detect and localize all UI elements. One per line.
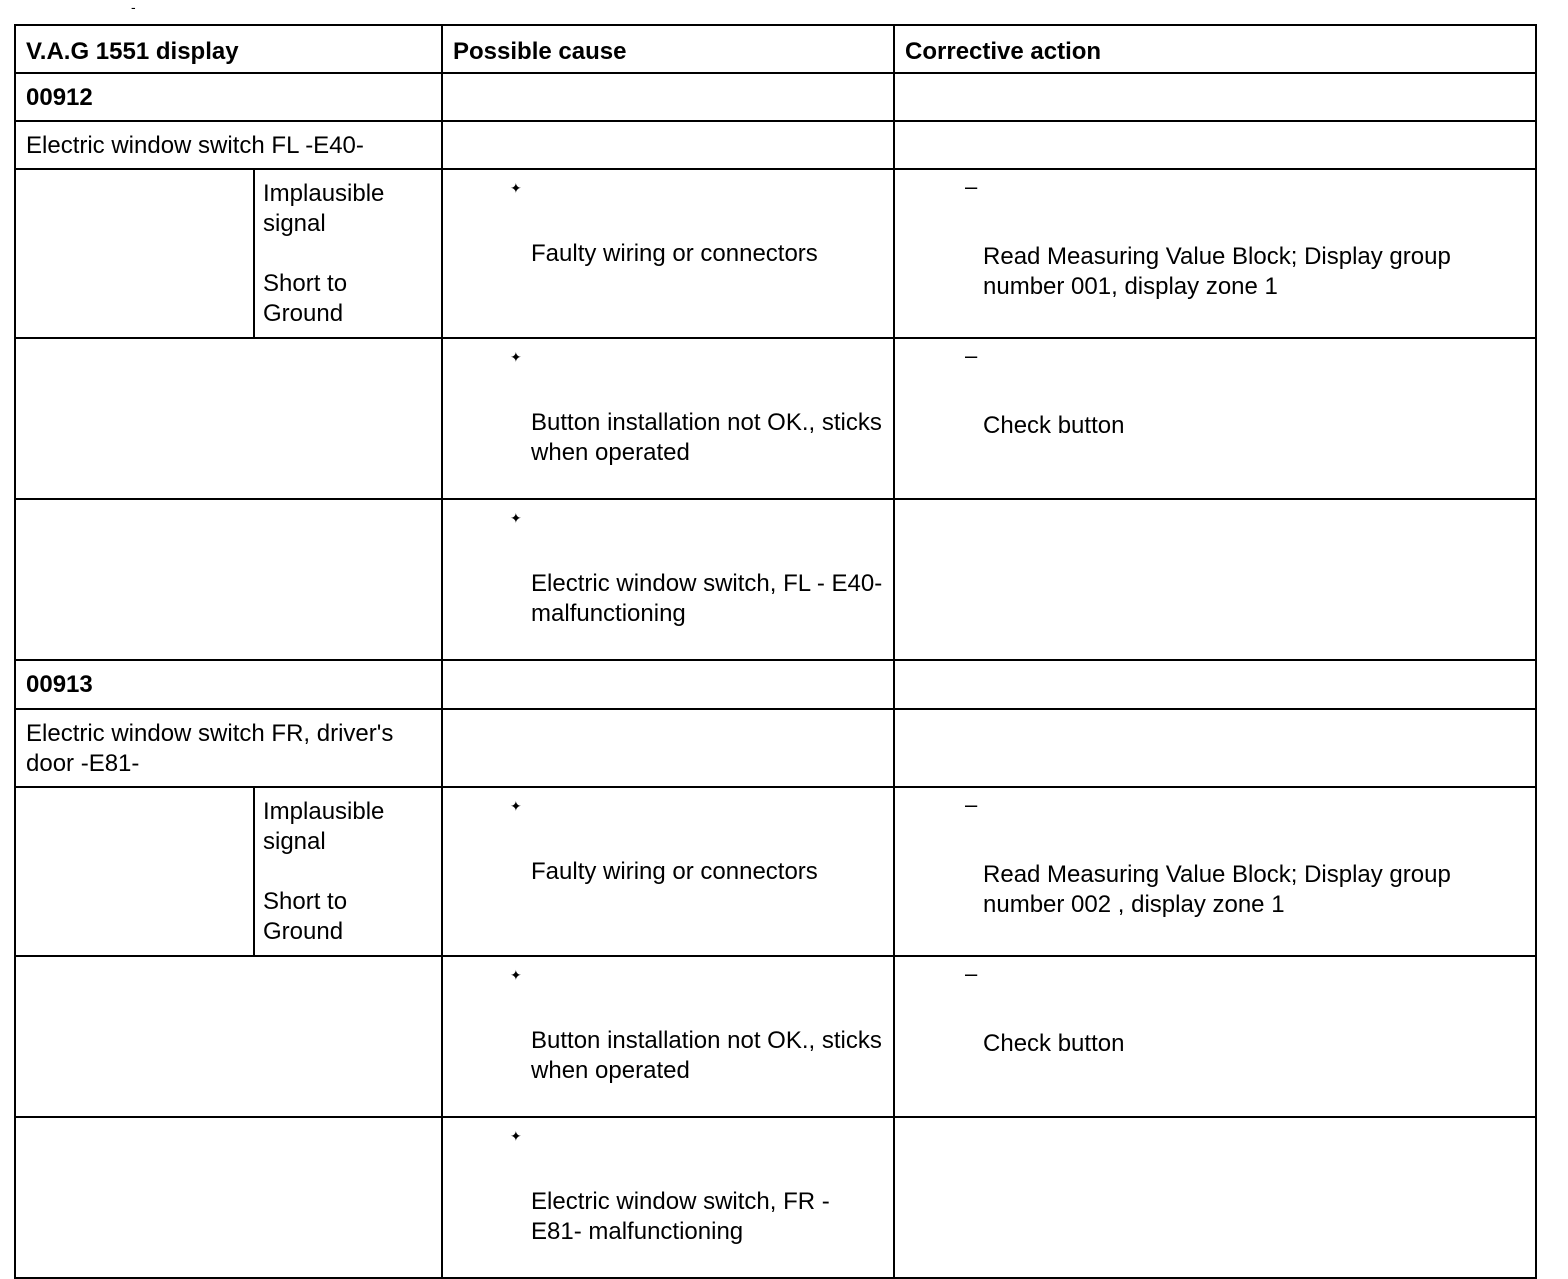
header-display: V.A.G 1551 display <box>15 25 442 73</box>
cause-cell <box>442 499 894 660</box>
dash-icon: – <box>965 343 978 368</box>
fault-code-table <box>14 24 1537 1279</box>
table-row <box>15 956 1536 1117</box>
cause-text: Electric window switch, FL - E40- malfunctioning <box>531 570 883 627</box>
top-dash-mark: - <box>131 0 136 15</box>
action-cell <box>894 169 1536 338</box>
cause-cell <box>442 956 894 1117</box>
bullet-icon: ✦ <box>510 180 522 196</box>
action-text: Check button <box>983 1030 1125 1057</box>
cause-cell <box>442 1117 894 1278</box>
empty-cell <box>442 73 894 121</box>
action-text: Read Measuring Value Block; Display group number 002 , display zone 1 <box>983 861 1451 918</box>
table-row <box>15 1117 1536 1278</box>
fault-code: 00912 <box>15 73 442 121</box>
cause-text: Faulty wiring or connectors <box>531 240 818 267</box>
empty-cell <box>894 73 1536 121</box>
fault-code-row <box>15 660 1536 709</box>
empty-cell <box>894 709 1536 787</box>
cause-cell <box>442 338 894 499</box>
action-cell <box>894 787 1536 956</box>
cause-text: Button installation not OK., sticks when operated <box>531 1027 882 1084</box>
action-cell <box>894 338 1536 499</box>
action-text: Read Measuring Value Block; Display group number 001, display zone 1 <box>983 243 1451 300</box>
empty-cell <box>15 169 254 338</box>
cause-text: Electric window switch, FR - E81- malfunctioning <box>531 1188 830 1245</box>
cause-text: Button installation not OK., sticks when operated <box>531 409 882 466</box>
cause-cell <box>442 787 894 956</box>
bullet-icon: ✦ <box>510 967 522 983</box>
action-text: Check button <box>983 412 1125 439</box>
header-cause: Possible cause <box>442 25 894 73</box>
empty-cell <box>15 787 254 956</box>
action-cell <box>894 956 1536 1117</box>
header-row <box>15 25 1536 73</box>
component-row <box>15 121 1536 169</box>
bullet-icon: ✦ <box>510 798 522 814</box>
fault-code: 00913 <box>15 660 442 709</box>
dash-icon: – <box>965 174 978 199</box>
component-row <box>15 709 1536 787</box>
fault-code-row <box>15 73 1536 121</box>
table-row <box>15 499 1536 660</box>
empty-cell <box>894 121 1536 169</box>
empty-cell <box>442 660 894 709</box>
table-row <box>15 338 1536 499</box>
bullet-icon: ✦ <box>510 1128 522 1144</box>
cause-cell <box>442 169 894 338</box>
empty-cell <box>15 1117 442 1278</box>
empty-cell <box>442 121 894 169</box>
header-action: Corrective action <box>894 25 1536 73</box>
empty-cell <box>15 338 442 499</box>
fault-type: Implausible signal Short to Ground <box>254 169 442 338</box>
table-row <box>15 169 1536 338</box>
empty-cell <box>15 956 442 1117</box>
dash-icon: – <box>965 792 978 817</box>
bullet-icon: ✦ <box>510 349 522 365</box>
dash-icon: – <box>965 961 978 986</box>
fault-type: Implausible signal Short to Ground <box>254 787 442 956</box>
component-name: Electric window switch FL -E40- <box>15 121 442 169</box>
component-name: Electric window switch FR, driver's door -E81- <box>15 709 442 787</box>
empty-cell <box>894 499 1536 660</box>
empty-cell <box>15 499 442 660</box>
empty-cell <box>894 1117 1536 1278</box>
empty-cell <box>894 660 1536 709</box>
empty-cell <box>442 709 894 787</box>
cause-text: Faulty wiring or connectors <box>531 858 818 885</box>
table-row <box>15 787 1536 956</box>
bullet-icon: ✦ <box>510 510 522 526</box>
